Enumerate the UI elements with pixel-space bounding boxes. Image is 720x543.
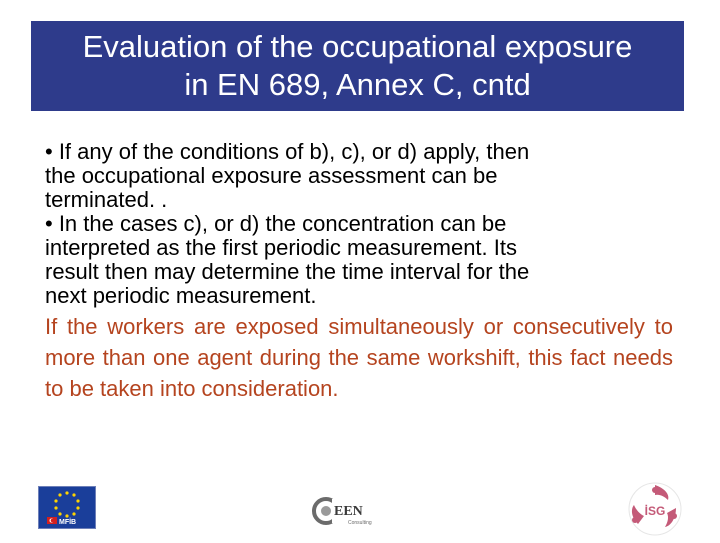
slide-title-box bbox=[31, 21, 684, 111]
isg-logo-icon bbox=[624, 480, 686, 538]
isg-logo bbox=[624, 480, 686, 538]
een-consulting-logo bbox=[312, 493, 384, 529]
eu-flag-icon bbox=[39, 487, 95, 528]
slide-title-line-1: Evaluation of the occupational exposure bbox=[82, 29, 633, 64]
eu-logo-text: MFİB bbox=[59, 519, 77, 526]
eu-flag-logo bbox=[38, 486, 96, 529]
bullet-1-line-1: • If any of the conditions of b), c), or d) apply, then bbox=[45, 139, 530, 164]
red-paragraph: If the workers are exposed simultaneously or consecutively to more than one agent during the same workshift, this fact needs to be taken into consideration. bbox=[45, 314, 673, 401]
een-logo-subtext: Consulting bbox=[348, 520, 372, 526]
slide-body bbox=[45, 140, 673, 404]
slide-title-line-2: in EN 689, Annex C, cntd bbox=[184, 67, 531, 102]
bullet-2-line-4: next periodic measurement. bbox=[45, 283, 317, 308]
bullet-2-line-1: • In the cases c), or d) the concentration can be bbox=[45, 211, 507, 236]
een-logo-text: EEN bbox=[334, 504, 363, 519]
bullet-1-line-2: the occupational exposure assessment can be bbox=[45, 163, 498, 188]
bullet-1-line-3: terminated. . bbox=[45, 187, 168, 212]
isg-logo-text: İSG bbox=[644, 504, 666, 518]
bullet-2-line-2: interpreted as the first periodic measurement. Its bbox=[45, 235, 517, 260]
bullet-2-line-3: result then may determine the time interval for the bbox=[45, 259, 530, 284]
een-logo-icon bbox=[312, 493, 384, 529]
